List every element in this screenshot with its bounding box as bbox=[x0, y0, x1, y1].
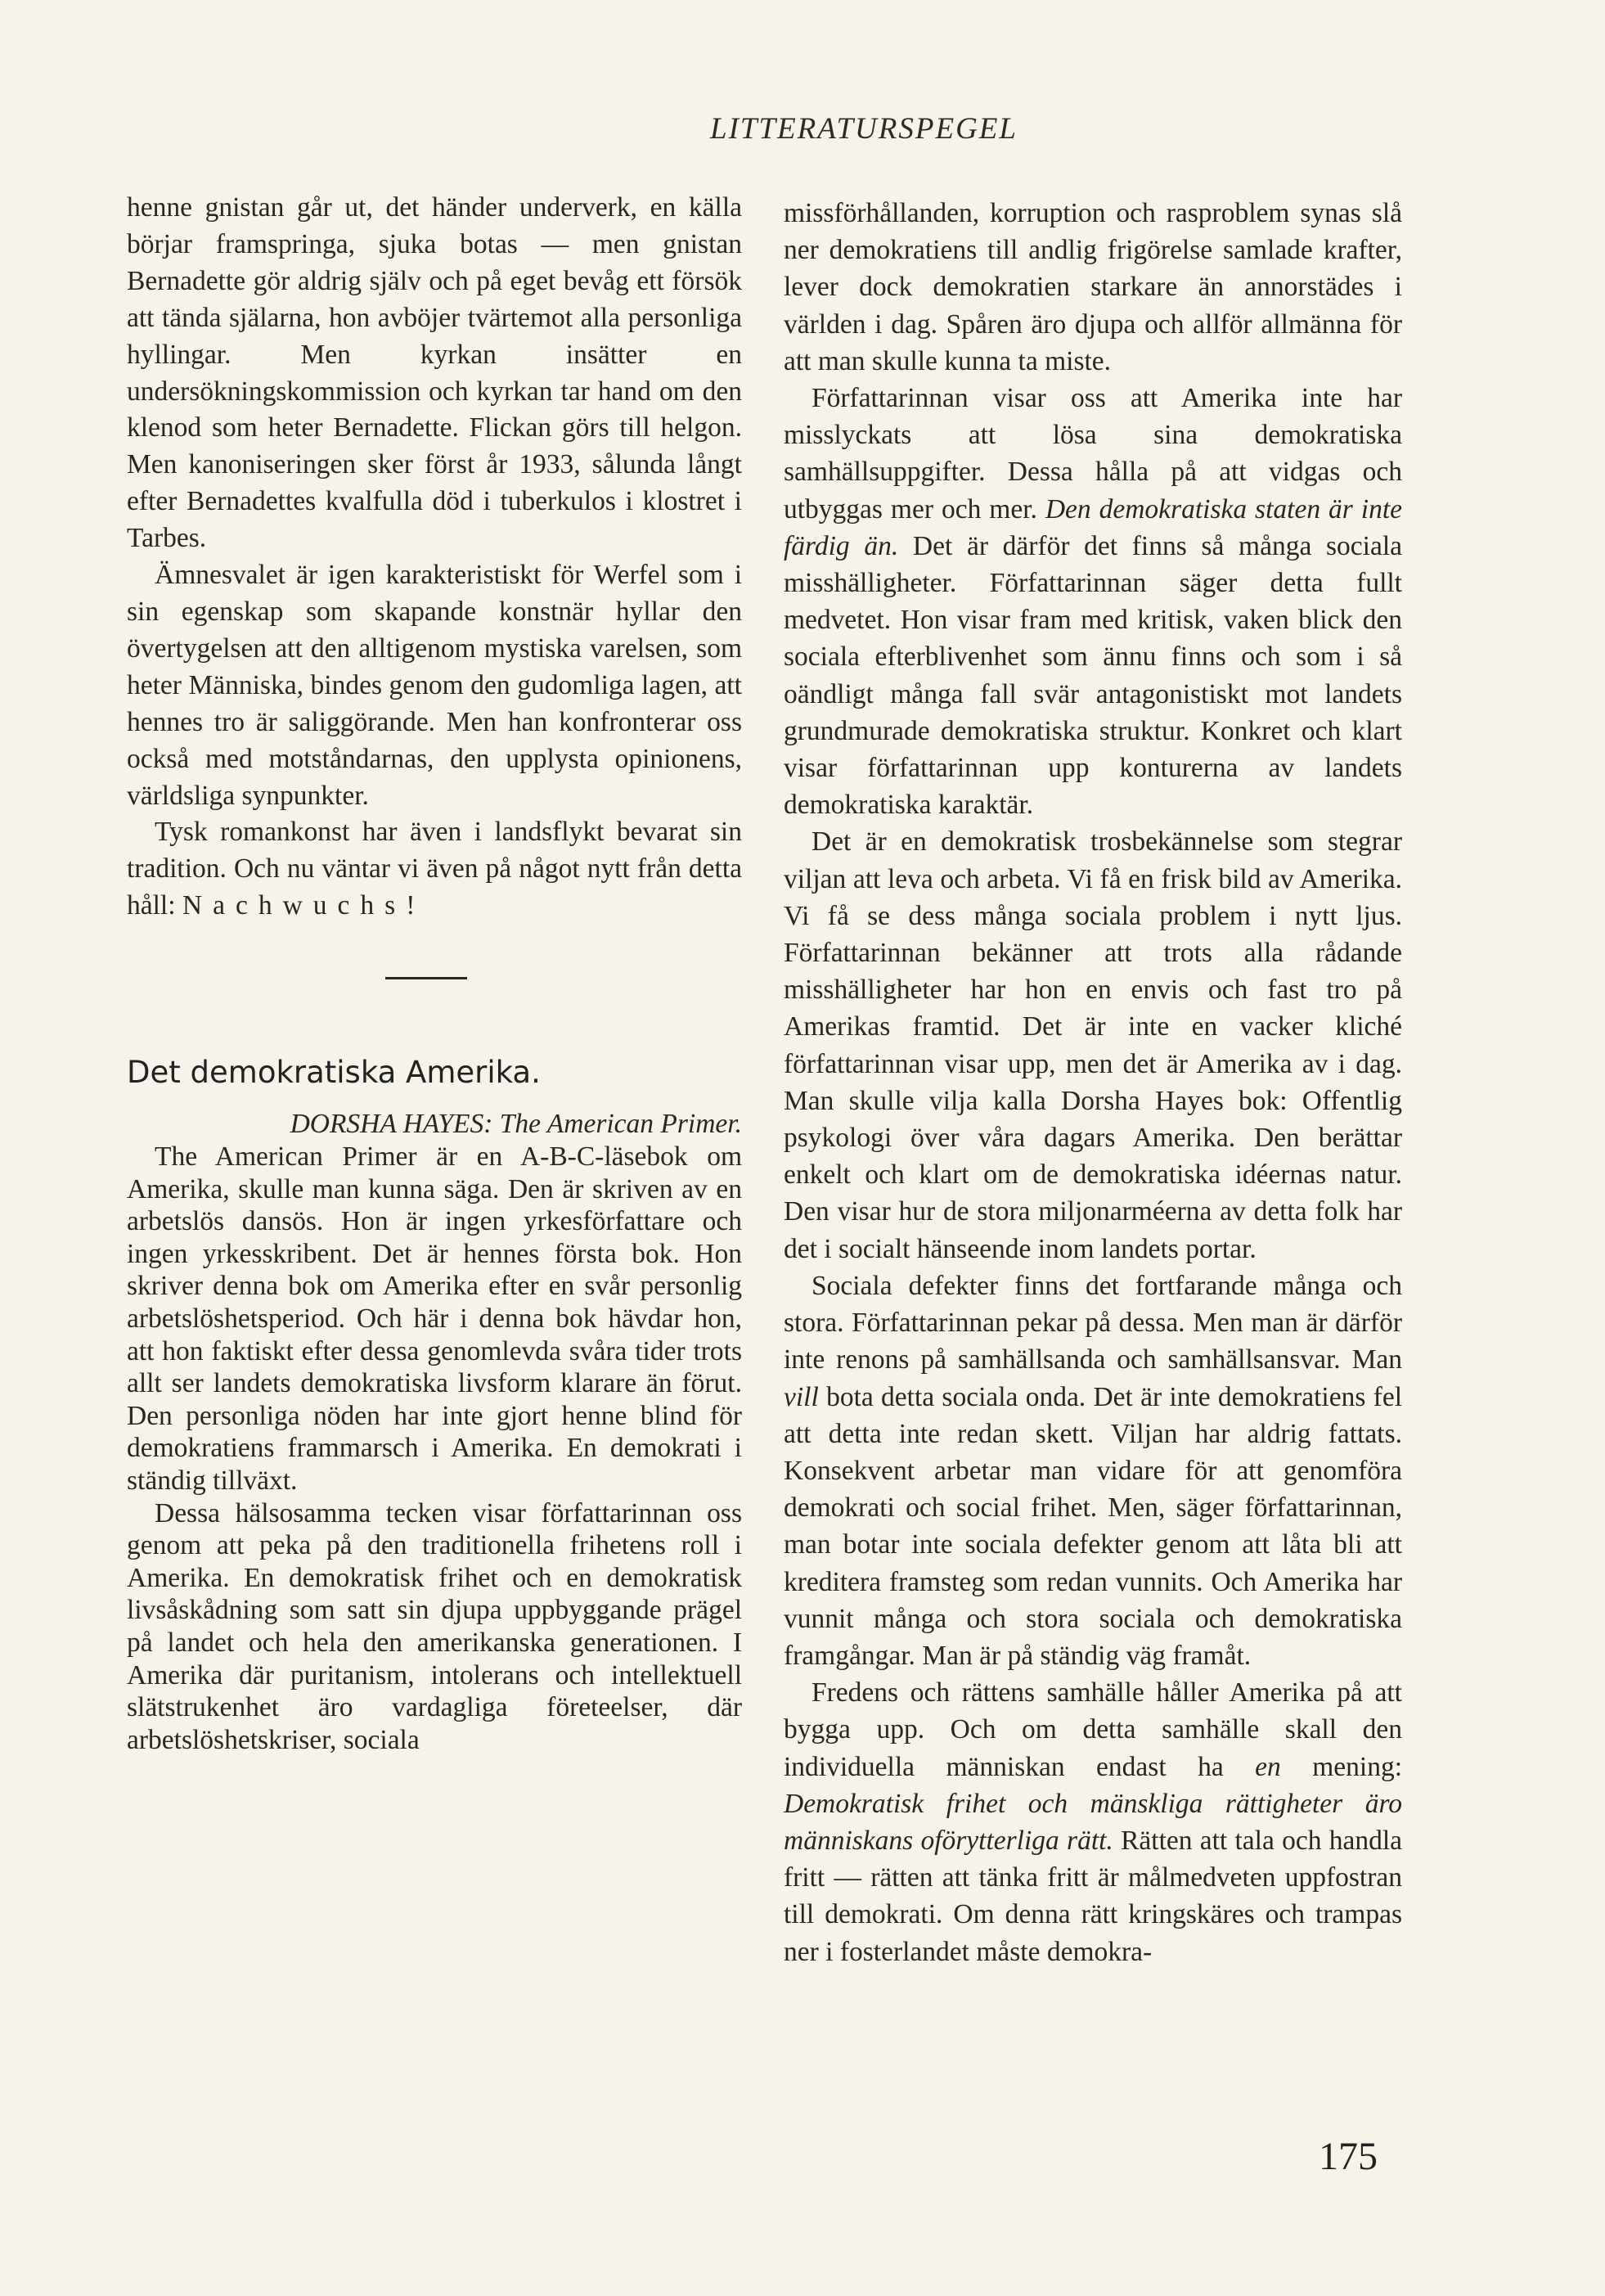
review-paragraph-1: The American Primer är en A-B-C-läsebok om Amerika, skulle man kunna säga. Den är skriven av en arbetslös dansös. Hon är ingen yrkesförfattare och ingen yrkesskribent. Det är hennes första bok. Hon skriver denna bok om Amerika efter en svår personlig arbetslöshetsperiod. Och här i denna bok hävdar hon, att hon faktiskt efter dessa genomlevda svåra tider trots allt ser landets demokratiska livsform klarare än förut. Den personliga nöden har inte gjort henne blind för demokratiens frammarsch i Amerika. En demokrati i ständig tillväxt. bbox=[127, 1141, 742, 1496]
section-divider bbox=[385, 977, 467, 979]
right-paragraph-1: missförhållanden, korruption och rasproblem synas slå ner demokratiens till andlig frigörelse samlade krafter, lever dock demokratien starkare än annorstädes i världen i dag. Spåren äro djupa och allför allmänna för att man skulle kunna ta miste. bbox=[784, 198, 1402, 376]
right-paragraph-2-italic: Den demokratiska staten är inte färdig än. bbox=[784, 493, 1402, 561]
right-paragraph-5-b: mening: bbox=[1312, 1751, 1403, 1782]
right-column bbox=[784, 195, 1402, 1970]
left-paragraph-1: henne gnistan går ut, det händer underverk, en källa börjar framspringa, sjuka botas — men gnistan Bernadette gör aldrig själv och på eget bevåg ett försök att tända själarna, hon avböjer tvärtemot alla personliga hyllingar. Men kyrkan insätter en undersökningskommission och kyrkan tar hand om den klenod som heter Bernadette. Flickan görs till helgon. Men kanoniseringen sker först år 1933, sålunda långt efter Bernadettes kvalfulla död i tuberkulos i klostret i Tarbes. bbox=[127, 192, 742, 554]
page-number: 175 bbox=[1319, 2135, 1378, 2178]
review-body bbox=[127, 1141, 742, 1756]
right-paragraph-5 bbox=[784, 1674, 1402, 1970]
left-paragraph-3 bbox=[127, 814, 742, 925]
right-paragraph-5-italic-2: Demokratisk frihet och mänskliga rättigheter äro människans oförytterliga rätt. bbox=[784, 1788, 1402, 1856]
right-paragraph-4-italic: vill bbox=[784, 1381, 819, 1412]
right-paragraph-5-a: Fredens och rättens samhälle håller Amerika på att bygga upp. Och om detta samhälle skall den individuella människan endast ha bbox=[784, 1677, 1402, 1782]
left-paragraph-3-text: Tysk romankonst har även i landsflykt bevarat sin tradition. Och nu väntar vi även på något nytt från detta håll: bbox=[127, 817, 742, 921]
right-paragraph-5-italic-1: en bbox=[1255, 1751, 1281, 1782]
right-paragraph-2-b: Det är därför det finns så många sociala misshälligheter. Författarinnan säger detta fullt medvetet. Hon visar fram med kritisk, vaken blick den sociala efterblivenhet som ännu finns och som i så oändligt många fall svär antagonistiskt mot landets grundmurade demokratiska struktur. Konkret och klart visar författarinnan upp konturerna av landets demokratiska karaktär. bbox=[784, 530, 1402, 821]
nachwuchs-spaced-word: Nachwuchs! bbox=[182, 890, 426, 921]
right-paragraph-5-c: Rätten att tala och handla fritt — rätten att tänka fritt är målmedveten uppfostran till demokrati. Om denna rätt kringskäres och trampas ner i fosterlandet måste demokra- bbox=[784, 1825, 1402, 1967]
review-byline: DORSHA HAYES: The American Primer. bbox=[290, 1109, 742, 1140]
left-column bbox=[127, 190, 742, 1756]
right-paragraph-2-a: Författarinnan visar oss att Amerika inte har misslyckats att lösa sina demokratiska samhällsuppgifter. Dessa hålla på att vidgas och utbyggas mer och mer. bbox=[784, 383, 1402, 524]
right-paragraph-2 bbox=[784, 380, 1402, 823]
running-head: LITTERATURSPEGEL bbox=[710, 112, 1018, 146]
right-paragraph-3: Det är en demokratisk trosbekännelse som stegrar viljan att leva och arbeta. Vi få en frisk bild av Amerika. Vi få se dess många sociala problem i nytt ljus. Författarinnan bekänner att trots alla rådande misshälligheter har hon en envis och fast tro på Amerikas framtid. Det är inte en vacker kliché författarinnan visar upp, men det är Amerika av i dag. Man skulle vilja kalla Dorsha Hayes bok: Offentlig psykologi över våra dagars Amerika. Den berättar enkelt och klart om de demokratiska idéernas natur. Den visar hur de stora miljonarméerna av detta folk har det i socialt hänseende inom landets portar. bbox=[784, 826, 1402, 1264]
review-paragraph-2: Dessa hälsosamma tecken visar författarinnan oss genom att peka på den traditionella frihetens roll i Amerika. En demokratisk frihet och en demokratisk livsåskådning som satt sin djupa uppbyggande prägel på landet och hela den amerikanska generationen. I Amerika där puritanism, intolerans och intellektuell slätstrukenhet äro vardagliga företeelser, där arbetslöshetskriser, sociala bbox=[127, 1497, 742, 1755]
section-title: Det demokratiska Amerika. bbox=[127, 1055, 541, 1091]
right-paragraph-4 bbox=[784, 1267, 1402, 1674]
left-paragraph-2: Ämnesvalet är igen karakteristiskt för Werfel som i sin egenskap som skapande konstnär hyllar den övertygelsen att den alltigenom mystiska varelsen, som heter Människa, bindes genom den gudomliga lagen, att hennes tro är saliggörande. Men han konfronterar oss också med motståndarnas, den upplysta opinionens, världsliga synpunkter. bbox=[127, 560, 742, 811]
right-paragraph-4-b: bota detta sociala onda. Det är inte demokratiens fel att detta inte redan skett. Viljan har aldrig fattats. Konsekvent arbetar man vidare för att genomföra demokrati och social frihet. Men, säger författarinnan, man botar inte sociala defekter genom att låta bli att kreditera framsteg som redan vunnits. Och Amerika har vunnit många och stora sociala och demokratiska framgångar. Man är på ständig väg framåt. bbox=[784, 1381, 1402, 1671]
right-paragraph-4-a: Sociala defekter finns det fortfarande många och stora. Författarinnan pekar på dessa. Men man är därför inte renons på samhällsanda och samhällsansvar. Man bbox=[784, 1270, 1402, 1375]
